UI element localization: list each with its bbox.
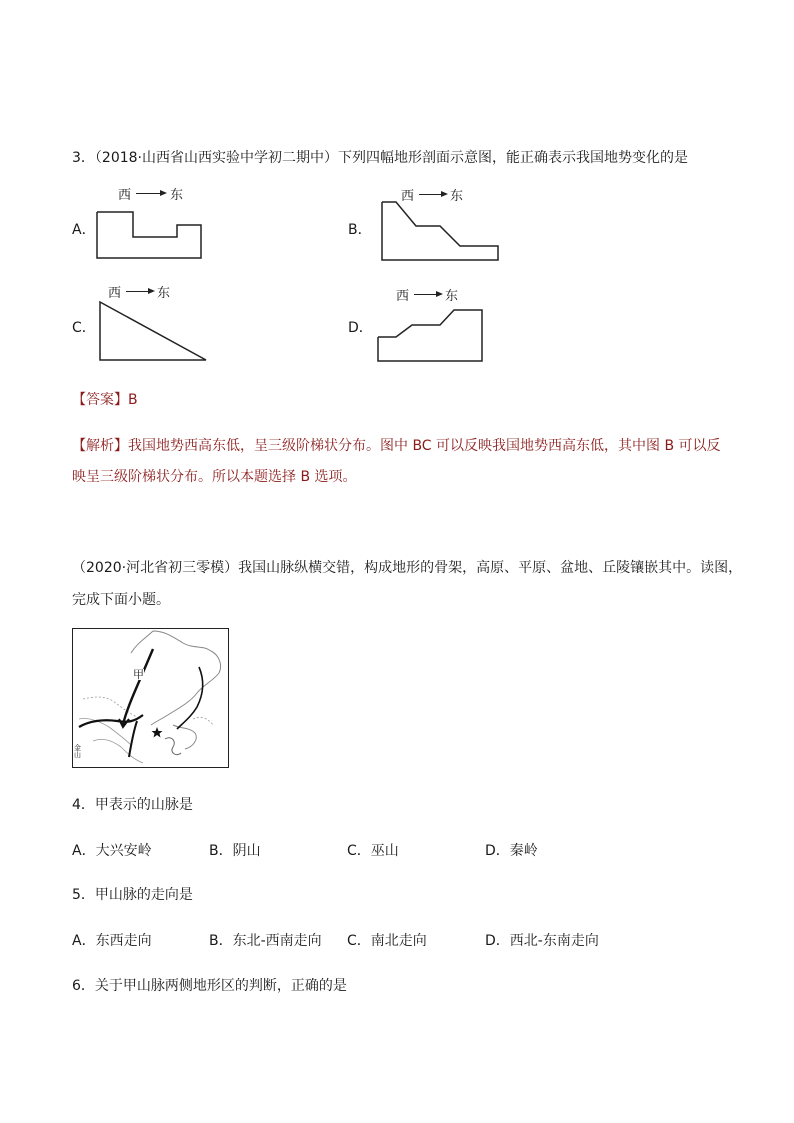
- option-c-arrow: [126, 291, 150, 292]
- option-a-east-label: 东: [170, 188, 184, 203]
- q4-option-a: A．大兴安岭: [72, 843, 152, 859]
- option-c-west-label: 西: [108, 286, 122, 301]
- option-b-arrow: [419, 194, 443, 195]
- option-b-east-label: 东: [450, 189, 464, 204]
- q5-option-d: D．西北-东南走向: [485, 933, 599, 949]
- option-a-profile: [95, 210, 205, 260]
- answer-value: B: [128, 392, 138, 408]
- option-b-arrow-head: [441, 191, 448, 197]
- answer-tag: 【答案】: [72, 392, 128, 408]
- option-b-profile: [380, 200, 500, 262]
- option-c-profile: [98, 300, 210, 362]
- q5-option-c: C．南北走向: [347, 933, 427, 949]
- map-label-mountain: 金山: [74, 744, 81, 759]
- map-label-jia: 甲: [133, 668, 144, 681]
- analysis-tag: 【解析】: [72, 438, 128, 454]
- option-d-letter: D．: [348, 320, 373, 336]
- option-c-letter: C．: [72, 320, 96, 336]
- option-c-arrow-head: [148, 288, 155, 294]
- q3-analysis-line2: 映呈三级阶梯状分布。所以本题选择 B 选项。: [72, 469, 357, 485]
- q6-stem: 6．关于甲山脉两侧地形区的判断，正确的是: [72, 978, 347, 994]
- option-c-east-label: 东: [157, 286, 171, 301]
- q4-stem: 4．甲表示的山脉是: [72, 797, 193, 813]
- option-a-west-label: 西: [118, 188, 132, 203]
- option-b-letter: B．: [348, 222, 372, 238]
- mountain-map: [72, 628, 229, 768]
- option-a-arrow-head: [160, 190, 167, 196]
- option-d-west-label: 西: [396, 289, 410, 304]
- q4-option-d: D．秦岭: [485, 843, 538, 859]
- q3-answer: [72, 389, 138, 409]
- q4-option-c: C．巫山: [347, 843, 399, 859]
- option-d-arrow: [414, 294, 438, 295]
- option-d-arrow-head: [436, 291, 443, 297]
- option-d-east-label: 东: [445, 289, 459, 304]
- option-a-arrow: [136, 193, 162, 194]
- map-drawing: [73, 629, 227, 766]
- analysis-text-1: 我国地势西高东低，呈三级阶梯状分布。图中 BC 可以反映我国地势西高东低，其中图 B 可以反: [128, 438, 721, 454]
- group-intro-line2: 完成下面小题。: [72, 592, 170, 608]
- q5-option-b: B．东北-西南走向: [209, 933, 322, 949]
- q3-analysis-line1: [72, 435, 721, 455]
- option-b-west-label: 西: [401, 189, 415, 204]
- q5-option-a: A．东西走向: [72, 933, 152, 949]
- group-intro-line1: （2020·河北省初三零模）我国山脉纵横交错，构成地形的骨架，高原、平原、盆地、丘陵镶嵌其中。读图，: [72, 560, 743, 576]
- option-a-letter: A．: [72, 222, 96, 238]
- q3-stem: 3．（2018·山西省山西实验中学初二期中）下列四幅地形剖面示意图，能正确表示我国地势变化的是: [72, 150, 688, 166]
- q5-stem: 5．甲山脉的走向是: [72, 887, 193, 903]
- option-d-profile: [376, 305, 486, 363]
- q4-option-b: B．阴山: [209, 843, 261, 859]
